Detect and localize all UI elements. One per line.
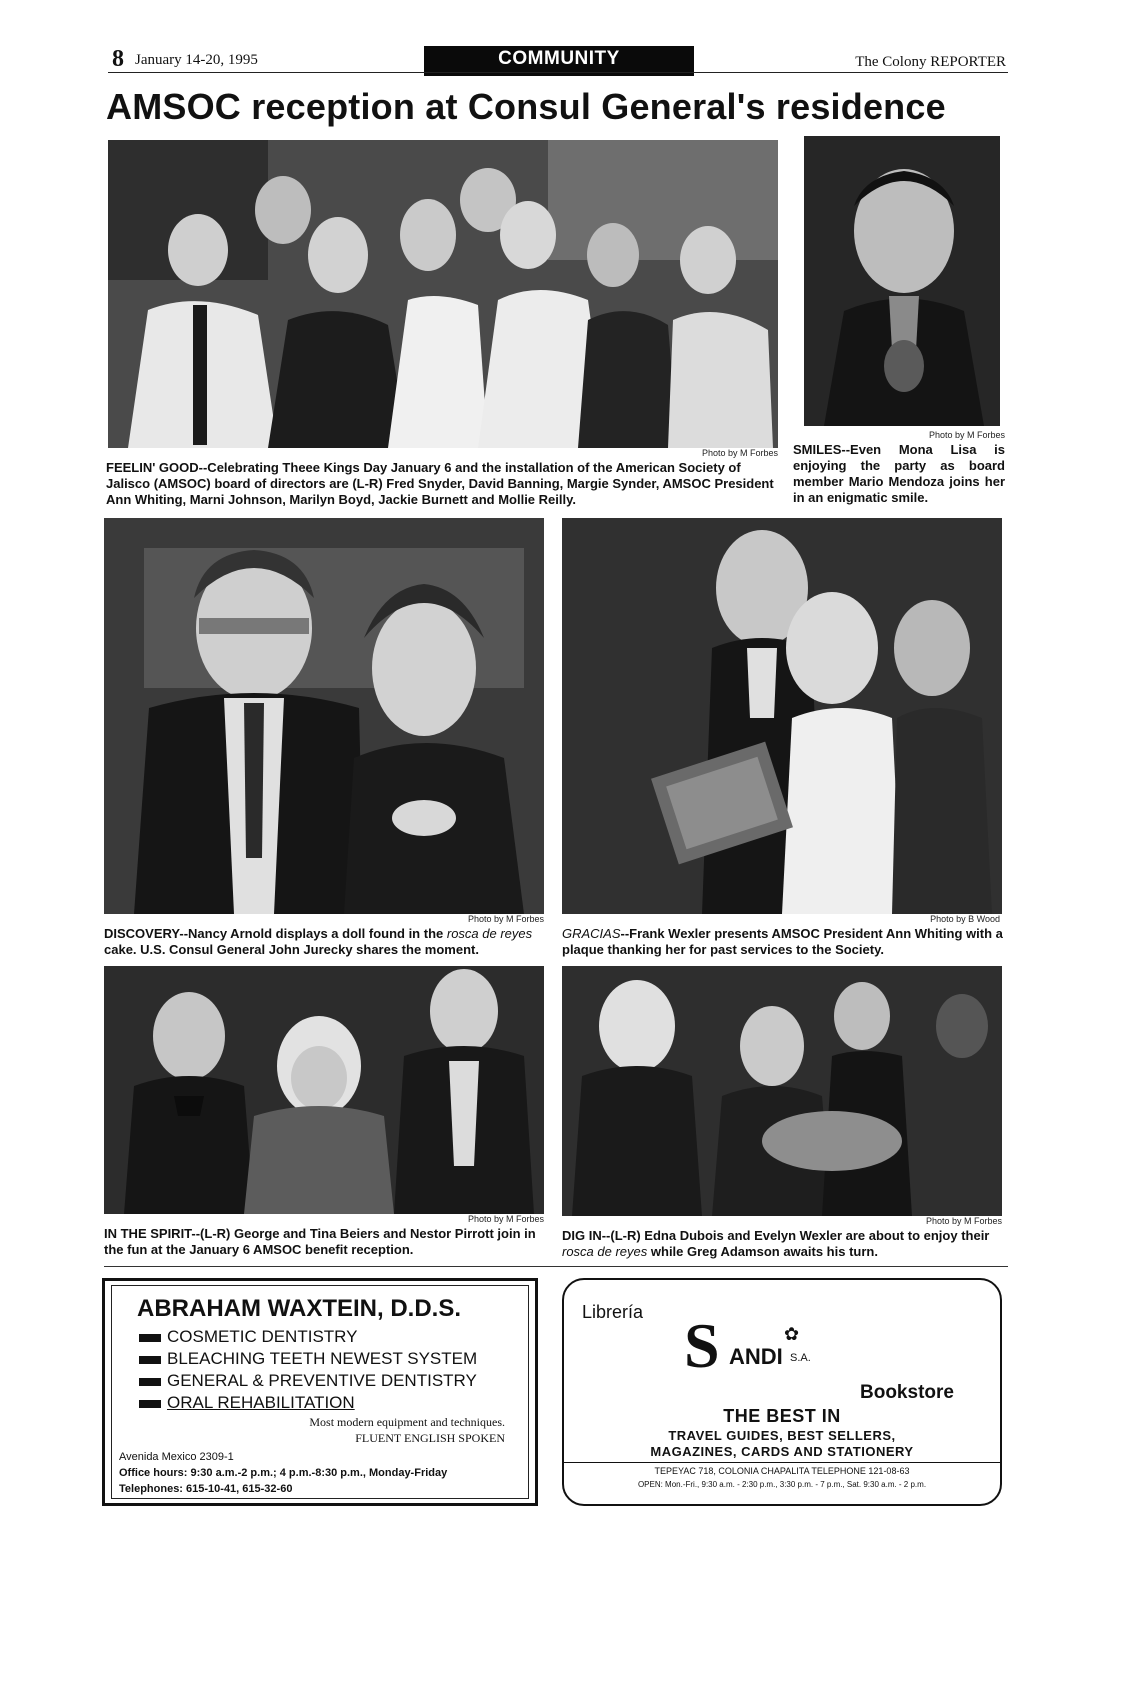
bookstore-ad [562,1278,1002,1506]
section-divider [104,1266,1008,1267]
logo-name: ANDI [729,1344,783,1369]
gracias-photo-credit: Photo by B Wood [930,914,1000,924]
gracias-caption-rest: --Frank Wexler presents AMSOC President Ann Whiting with a plaque thanking her for past services to the Society. [562,926,1003,957]
bookstore-label: Bookstore [860,1382,954,1403]
publication-name: The Colony REPORTER [855,54,1006,70]
bookstore-divider [564,1462,1002,1463]
bookstore-line2: MAGAZINES, CARDS AND STATIONERY [650,1444,914,1459]
logo-flower-icon: ✿ [784,1324,800,1344]
dentist-hours: Office hours: 9:30 a.m.-2 p.m.; 4 p.m.-8:30 p.m., Monday-Friday [119,1467,448,1479]
discovery-caption-italic: rosca de reyes [446,926,533,941]
dentist-service-2 [139,1349,477,1369]
service-label: GENERAL & PREVENTIVE DENTISTRY [167,1371,477,1390]
bullet-icon [139,1378,161,1386]
page-number: 8 [112,46,124,72]
digin-photo-credit: Photo by M Forbes [925,1216,1002,1226]
digin-photo-caption [562,1228,1008,1260]
section-label: COMMUNITY [498,48,620,69]
group-photo [108,140,778,448]
smiles-photo-caption: SMILES--Even Mona Lisa is enjoying the party as board member Mario Mendoza joins her in an enigmatic smile. [793,442,1005,505]
dentist-service-1 [139,1327,357,1347]
dentist-service-4 [139,1393,355,1413]
bookstore-hours: OPEN: Mon.-Fri., 9:30 a.m. - 2:30 p.m., 3:30 p.m. - 7 p.m., Sat. 9:30 a.m. - 2 p.m. [637,1480,927,1489]
dentist-tagline: Most modern equipment and techniques. [309,1415,505,1429]
smiles-photo [804,136,1000,426]
dentist-phones: Telephones: 615-10-41, 615-32-60 [119,1483,293,1495]
service-label: COSMETIC DENTISTRY [167,1327,358,1346]
digin-caption-part2: while Greg Adamson awaits his turn. [650,1244,878,1259]
best-in-label: THE BEST IN [723,1406,841,1426]
discovery-caption-part2: cake. U.S. Consul General John Jurecky shares the moment. [104,942,479,957]
gracias-photo-caption [562,926,1006,958]
bookstore-line1: TRAVEL GUIDES, BEST SELLERS, [668,1428,896,1443]
digin-photo [562,966,1002,1216]
bullet-icon [139,1334,161,1342]
bullet-icon [139,1400,161,1408]
logo-letter: S [684,1310,720,1381]
dentist-address: Avenida Mexico 2309-1 [119,1451,234,1463]
discovery-caption-part1: DISCOVERY--Nancy Arnold displays a doll found in the [104,926,444,941]
spirit-photo-credit: Photo by M Forbes [467,1214,544,1224]
dentist-service-3 [139,1371,477,1391]
header-rule [108,72,1008,73]
digin-caption-part1: DIG IN--(L-R) Edna Dubois and Evelyn Wexler are about to enjoy their [562,1228,990,1243]
headline: AMSOC reception at Consul General's residence [106,86,946,127]
bullet-icon [139,1356,161,1364]
gracias-caption-italic: GRACIAS [562,926,621,941]
digin-caption-italic: rosca de reyes [562,1244,648,1259]
dentist-english: FLUENT ENGLISH SPOKEN [355,1431,505,1445]
discovery-photo [104,518,544,914]
dentist-name: ABRAHAM WAXTEIN, D.D.S. [137,1295,461,1322]
group-photo-caption: FEELIN' GOOD--Celebrating Theee Kings Day January 6 and the installation of the American Society of Jalisco (AMSOC) board of directors are (L-R) Fred Snyder, David Banning, Margie Synder, AMSOC President Ann Whiting, Marni Johnson, Marilyn Boyd, Jackie Burnett and Mollie Reilly. [106,460,774,507]
bookstore-address: TEPEYAC 718, COLONIA CHAPALITA TELEPHONE 121-08-63 [654,1466,910,1476]
spirit-photo-caption: IN THE SPIRIT--(L-R) George and Tina Beiers and Nestor Pirrott join in the fun at the January 6 AMSOC benefit reception. [104,1226,536,1257]
service-label: BLEACHING TEETH NEWEST SYSTEM [167,1349,478,1368]
group-photo-credit: Photo by M Forbes [701,448,778,458]
discovery-photo-credit: Photo by M Forbes [467,914,544,924]
service-label: ORAL REHABILITATION [167,1393,355,1412]
libreria-label: Librería [582,1302,644,1322]
discovery-photo-caption [104,926,548,958]
dentist-ad [102,1278,538,1506]
spirit-photo [104,966,544,1214]
smiles-photo-credit: Photo by M Forbes [928,430,1005,440]
gracias-photo [562,518,1002,914]
issue-date: January 14-20, 1995 [135,52,258,68]
logo-sa: S.A. [790,1352,811,1364]
